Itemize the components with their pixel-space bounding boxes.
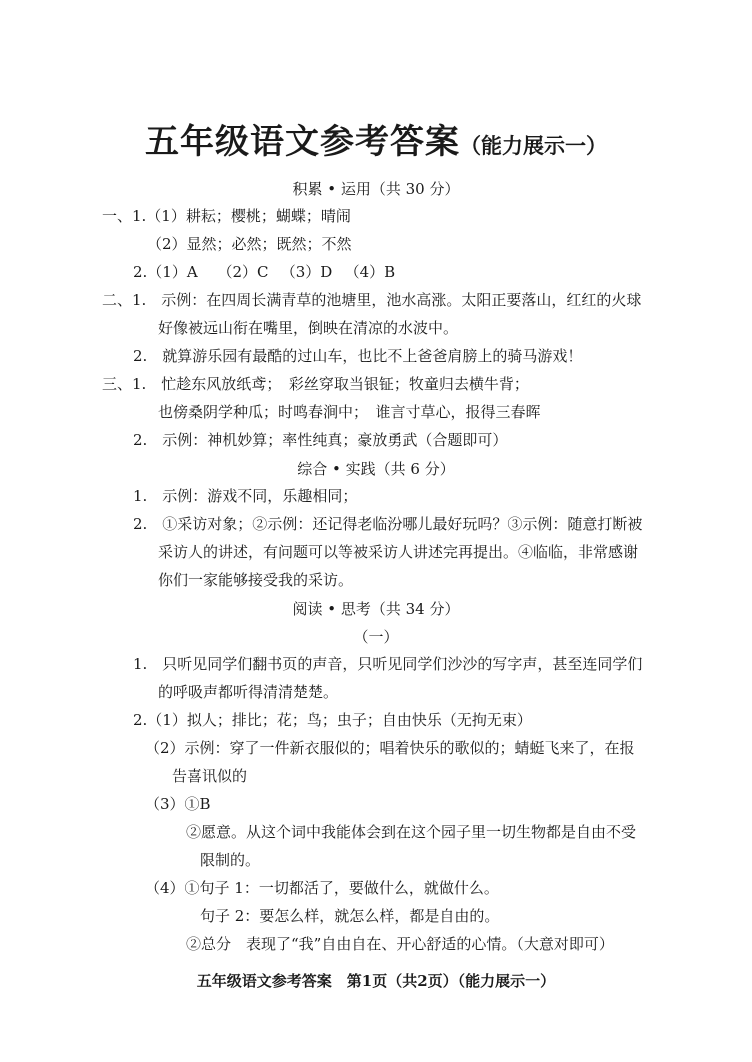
- answer-line: 一、1.（1）耕耘；樱桃；蝴蝶；晴闹: [102, 207, 351, 225]
- answer-line: ②总分 表现了“我”自由自在、开心舒适的心情。（大意对即可）: [186, 935, 614, 953]
- answer-line: 2. 就算游乐园有最酷的过山车，也比不上爸爸肩膀上的骑马游戏！: [133, 347, 583, 365]
- answer-line: （2）显然；必然；既然；不然: [147, 235, 352, 253]
- answer-line: （2）示例：穿了一件新衣服似的；唱着快乐的歌似的；蜻蜓飞来了，在报: [145, 739, 635, 757]
- title-main: 五年级语文参考答案: [145, 122, 460, 162]
- answer-line: 的呼吸声都听得清清楚楚。: [158, 683, 339, 701]
- answer-line: ②愿意。从这个词中我能体会到在这个园子里一切生物都是自由不受: [186, 823, 637, 841]
- title-sub: （能力展示一）: [460, 133, 607, 158]
- answer-line: 句子 2：要怎么样，就怎么样，都是自由的。: [200, 907, 500, 925]
- section-heading-1: 积累 • 运用（共 30 分）: [292, 180, 460, 198]
- answer-line: 2. ①采访对象；②示例：还记得老临汾哪儿最好玩吗？③示例：随意打断被: [133, 515, 643, 533]
- answer-line: （3）①B: [145, 795, 211, 813]
- page-footer: 五年级语文参考答案 第1页（共2页）（能力展示一）: [196, 972, 556, 990]
- answer-line: 好像被远山衔在嘴里，倒映在清凉的水波中。: [158, 319, 459, 337]
- answer-line: 2.（1）A （2）C （3）D （4）B: [133, 263, 396, 281]
- section-part-label: （一）: [353, 628, 399, 646]
- section-heading-3: 阅读 • 思考（共 34 分）: [292, 600, 460, 618]
- answer-line: 你们一家能够接受我的采访。: [158, 571, 354, 589]
- answer-line: 2. 示例：神机妙算；率性纯真；豪放勇武（合题即可）: [133, 431, 508, 449]
- answer-line: 采访人的讲述，有问题可以等被采访人讲述完再提出。④临临，非常感谢: [158, 543, 639, 561]
- answer-line: 二、1. 示例：在四周长满青草的池塘里，池水高涨。太阳正要落山，红红的火球: [102, 291, 642, 309]
- answer-line: 三、1. 忙趁东风放纸鸢； 彩丝穿取当银钲；牧童归去横牛背；: [102, 375, 529, 393]
- page-title: [0, 114, 752, 163]
- answer-line: 1. 只听见同学们翻书页的声音，只听见同学们沙沙的写字声，甚至连同学们: [133, 655, 643, 673]
- answer-line: 也傍桑阴学种瓜；时鸣春涧中； 谁言寸草心，报得三春晖: [158, 403, 541, 421]
- answer-line: 告喜讯似的: [172, 767, 248, 785]
- answer-line: 限制的。: [200, 851, 261, 869]
- answer-line: （4）①句子 1：一切都活了，要做什么，就做什么。: [145, 879, 499, 897]
- section-heading-2: 综合 • 实践（共 6 分）: [297, 460, 455, 478]
- answer-line: 2.（1）拟人；排比；花；鸟；虫子；自由快乐（无拘无束）: [133, 711, 532, 729]
- answer-line: 1. 示例：游戏不同，乐趣相同；: [133, 487, 358, 505]
